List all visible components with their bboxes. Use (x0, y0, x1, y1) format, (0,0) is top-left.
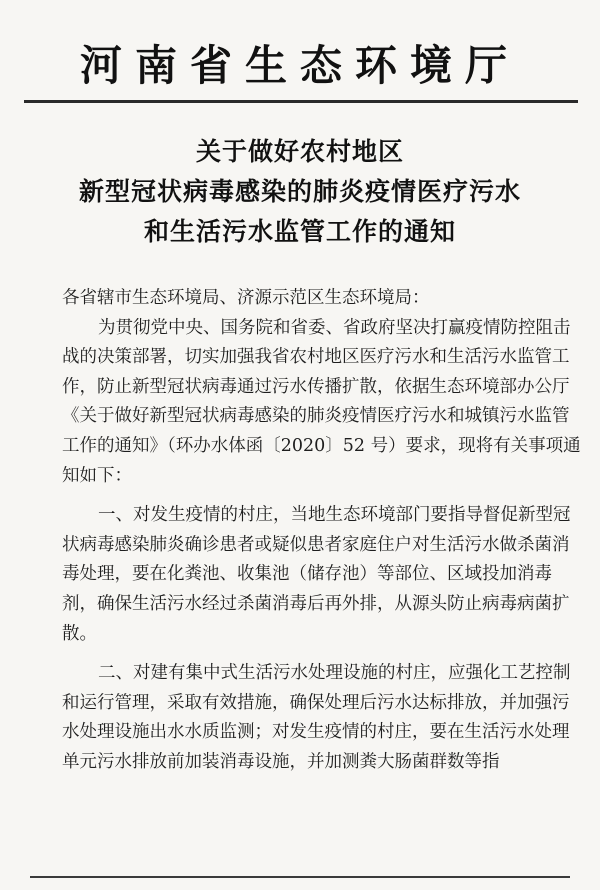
title-line-2: 新型冠状病毒感染的肺炎疫情医疗污水 (78, 177, 521, 206)
title-line-1: 关于做好农村地区 (195, 137, 404, 166)
title-line-3: 和生活污水监管工作的通知 (143, 217, 456, 246)
masthead-divider (24, 100, 578, 103)
item-2-paragraph: 二、对建有集中式生活污水处理设施的村庄，应强化工艺控制和运行管理，采取有效措施，确保处理后污水达标排放，并加强污水处理设施出水水质监测；对发生疫情的村庄，要在生活污水处理单元污水排放前加装消毒设施，并加测粪大肠菌群数等指 (62, 663, 571, 772)
paragraph-gap (62, 649, 582, 659)
masthead-title: 河南省生态环境厅 (79, 41, 520, 90)
notice-body (62, 284, 582, 778)
recipient-line: 各省辖市生态环境局、济源示范区生态环境局： (62, 288, 430, 308)
footer-divider (30, 876, 570, 878)
notice-title (20, 132, 580, 252)
item-1-paragraph: 一、对发生疫情的村庄，当地生态环境部门要指导督促新型冠状病毒感染肺炎确诊患者或疑似患者家庭住户对生活污水做杀菌消毒处理，要在化粪池、收集池（储存池）等部位、区域投加消毒剂，确保生活污水经过杀菌消毒后再外排，从源头防止病毒病菌扩散。 (62, 505, 571, 644)
paragraph-gap (62, 491, 582, 501)
intro-paragraph: 为贯彻党中央、国务院和省委、省政府坚决打赢疫情防控阻击战的决策部署，切实加强我省农村地区医疗污水和生活污水监管工作，防止新型冠状病毒通过污水传播扩散，依据生态环境部办公厅《关于做好新型冠状病毒感染的肺炎疫情医疗污水和城镇污水监管工作的通知》（环办水体函〔2020〕52 号）要求，现将有关事项通知如下： (62, 317, 581, 486)
